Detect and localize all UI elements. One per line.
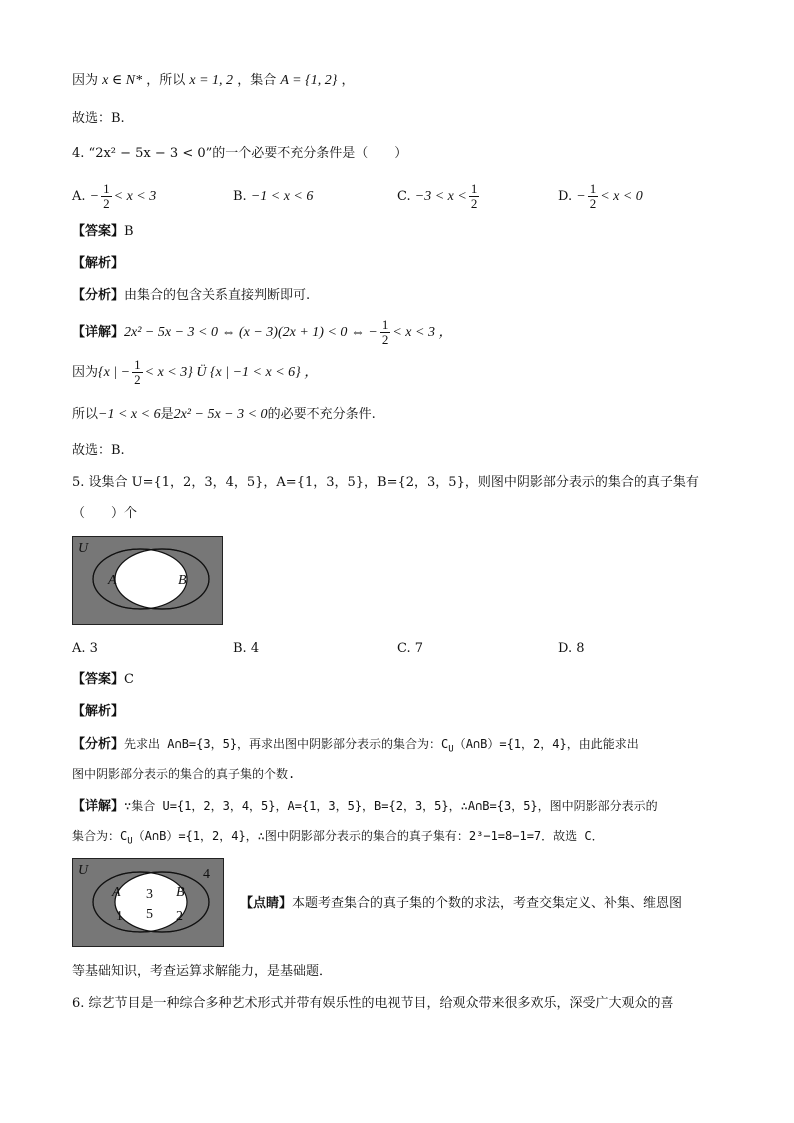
q4-line-2: 因为{x | − $\frac{1}{2}$ < x < 3} Ü {x | −1 < x < 6} ， — [72, 357, 319, 387]
q4-analysis-heading: 【解析】 — [72, 256, 125, 271]
q4-answer: 【答案】B — [72, 224, 134, 239]
dianjing-cont: 等基础知识，考查运算求解能力，是基础题． — [72, 964, 333, 979]
q4-xiangjie: 【详解】2x² − 5x − 3 < 0 ⇔ (x − 3)(2x + 1) < 0 ⇔ − $\frac{1}{2}$ < x < 3 ， — [72, 317, 453, 347]
q5-xiangjie: 【详解】∵集合 U={1，2，3，4，5}，A={1，3，5}，B={2，3，5}，∴A∩B={3，5}，图中阴影部分表示的 — [72, 799, 658, 814]
label-b: B — [176, 885, 185, 900]
q5-xiangjie-cont: 集合为：$C_U(A\cap B)=\{1$，2，4}，∴图中阴影部分表示的集合的真子集有：2³−1=8−1=7．故选 C． — [72, 829, 604, 847]
q4-option-a: A. − $\frac{1}{2}$ < x < 3 — [72, 181, 157, 211]
fraction: $\frac{1}{2}$ — [134, 357, 141, 387]
label-a: A — [112, 885, 121, 900]
element-3: 3 — [146, 887, 153, 902]
q5-fenxi-cont: 图中阴影部分表示的集合的真子集的个数. — [72, 767, 296, 781]
dianjing: 【点睛】本题考查集合的真子集的个数的求法，考查交集定义、补集、维恩图 — [240, 896, 683, 911]
q4-conclusion: 故选：B. — [72, 443, 125, 458]
q5-answer: 【答案】C — [72, 672, 134, 687]
element-4: 4 — [203, 867, 210, 882]
fraction: $\frac{1}{2}$ — [103, 181, 110, 211]
q4-line-3: 所以−1 < x < 6是2x² − 5x − 3 < 0的必要不充分条件. — [72, 407, 376, 422]
fraction: $\frac{1}{2}$ — [470, 181, 478, 211]
q5-fenxi: 【分析】先求出 A∩B={3，5}，再求出图中阴影部分表示的集合为：$C_U(A\cap B)=\{1$，2，4}，由此能求出 — [72, 737, 639, 755]
element-2: 2 — [176, 909, 183, 924]
text-line: 因为 x ∈ N* ，所以 x = 1, 2 ，集合 A = {1, 2} ， — [72, 73, 355, 88]
fraction: $\frac{1}{2}$ — [589, 181, 597, 211]
question-4: 4. “2x² − 5x − 3 < 0”的一个必要不充分条件是（ ） — [72, 146, 408, 161]
question-5: 5. 设集合 U={1，2，3，4，5}，A={1，3，5}，B={2，3，5}，则图中阴影部分表示的集合的真子集有 — [72, 475, 699, 490]
q4-fenxi: 【分析】由集合的包含关系直接判断即可. — [72, 288, 311, 303]
q4-option-d: D. − $\frac{1}{2}$ < x < 0 — [558, 181, 643, 211]
label-a: A — [108, 573, 117, 588]
fraction: $\frac{1}{2}$ — [381, 317, 389, 347]
element-5: 5 — [146, 907, 153, 922]
question-5-cont: （ ）个 — [72, 506, 138, 521]
q5-option-a: A. 3 — [72, 641, 98, 656]
answer-choice-line: 故选：B. — [72, 111, 125, 126]
label-u: U — [78, 863, 89, 878]
venn-diagram — [72, 536, 224, 626]
label-u: U — [78, 541, 89, 556]
venn-diagram-solution — [72, 858, 225, 948]
q5-option-c: C. 7 — [397, 641, 424, 656]
q4-option-c: C. −3 < x < $\frac{1}{2}$ — [397, 181, 478, 211]
q5-analysis-heading: 【解析】 — [72, 704, 125, 719]
q5-option-b: B. 4 — [233, 641, 260, 656]
q4-option-b: B. −1 < x < 6 — [233, 189, 314, 204]
element-1: 1 — [116, 909, 123, 924]
question-6: 6. 综艺节目是一种综合多种艺术形式并带有娱乐性的电视节目，给观众带来很多欢乐，深受广大观众的喜 — [72, 996, 674, 1011]
label-b: B — [178, 573, 187, 588]
q5-option-d: D. 8 — [558, 641, 585, 656]
